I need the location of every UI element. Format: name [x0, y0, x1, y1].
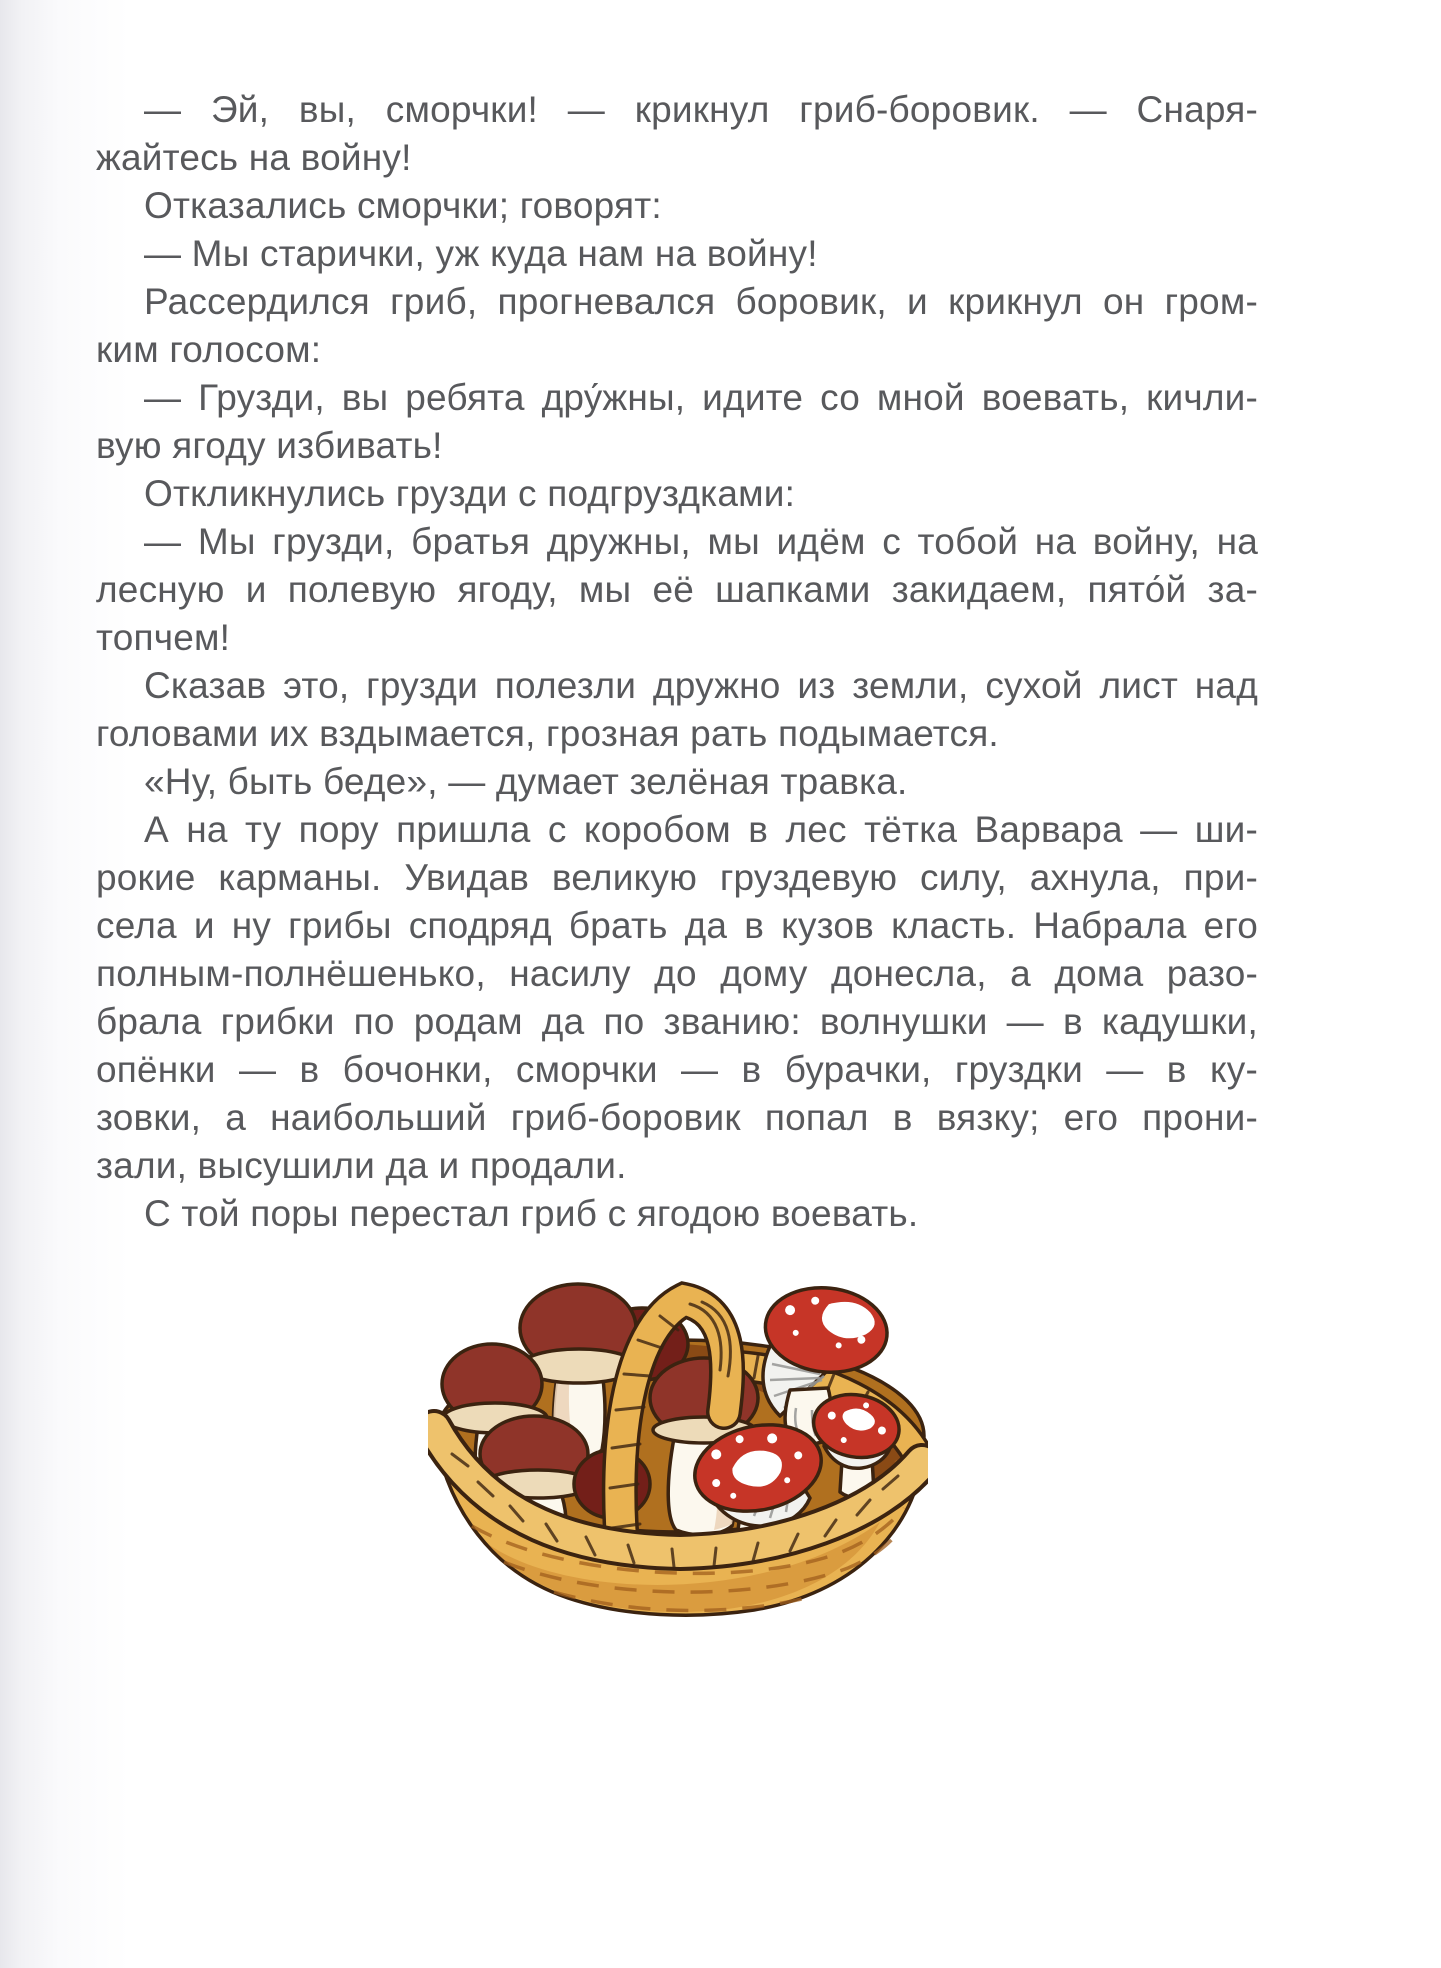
story-text: [96, 86, 1258, 1238]
text-line: лесную и полевую ягоду, мы её шапками закидаем, пято́й за-: [96, 569, 1258, 610]
text-line: села и ну грибы сподряд брать да в кузов класть. Набрала его: [96, 905, 1258, 946]
text-line: — Грузди, вы ребята дру́жны, идите со мной воевать, кичли-: [144, 377, 1258, 418]
text-line: жайтесь на войну!: [96, 137, 412, 178]
text-line: Откликнулись грузди с подгруздками:: [144, 473, 796, 514]
text-line: полным-полнёшенько, насилу до дому донесла, а дома разо-: [96, 953, 1258, 994]
text-line: С той поры перестал гриб с ягодою воевать.: [144, 1193, 919, 1234]
text-line: — Мы старички, уж куда нам на войну!: [144, 233, 818, 274]
text-line: — Эй, вы, сморчки! — крикнул гриб-боровик. — Снаря-: [144, 89, 1258, 130]
text-line: топчем!: [96, 617, 231, 658]
text-line: зовки, а наибольший гриб-боровик попал в вязку; его прони-: [96, 1097, 1258, 1138]
text-line: вую ягоду избивать!: [96, 425, 443, 466]
text-line: рокие карманы. Увидав великую груздевую силу, ахнула, при-: [96, 857, 1258, 898]
text-line: зали, высушили да и продали.: [96, 1145, 627, 1186]
mushroom-basket-illustration: [428, 1278, 928, 1623]
text-line: Сказав это, грузди полезли дружно из земли, сухой лист над: [144, 665, 1258, 706]
text-line: — Мы грузди, братья дружны, мы идём с тобой на войну, на: [144, 521, 1258, 562]
text-line: Рассердился гриб, прогневался боровик, и крикнул он гром-: [144, 281, 1258, 322]
text-line: брала грибки по родам да по званию: волнушки — в кадушки,: [96, 1001, 1258, 1042]
text-line: «Ну, быть беде», — думает зелёная травка.: [144, 761, 908, 802]
text-line: Отказались сморчки; говорят:: [144, 185, 662, 226]
text-line: ким голосом:: [96, 329, 322, 370]
text-line: опёнки — в бочонки, сморчки — в бурачки, груздки — в ку-: [96, 1049, 1258, 1090]
text-line: головами их вздымается, грозная рать подымается.: [96, 713, 999, 754]
text-line: А на ту пору пришла с коробом в лес тётка Варвара — ши-: [144, 809, 1258, 850]
